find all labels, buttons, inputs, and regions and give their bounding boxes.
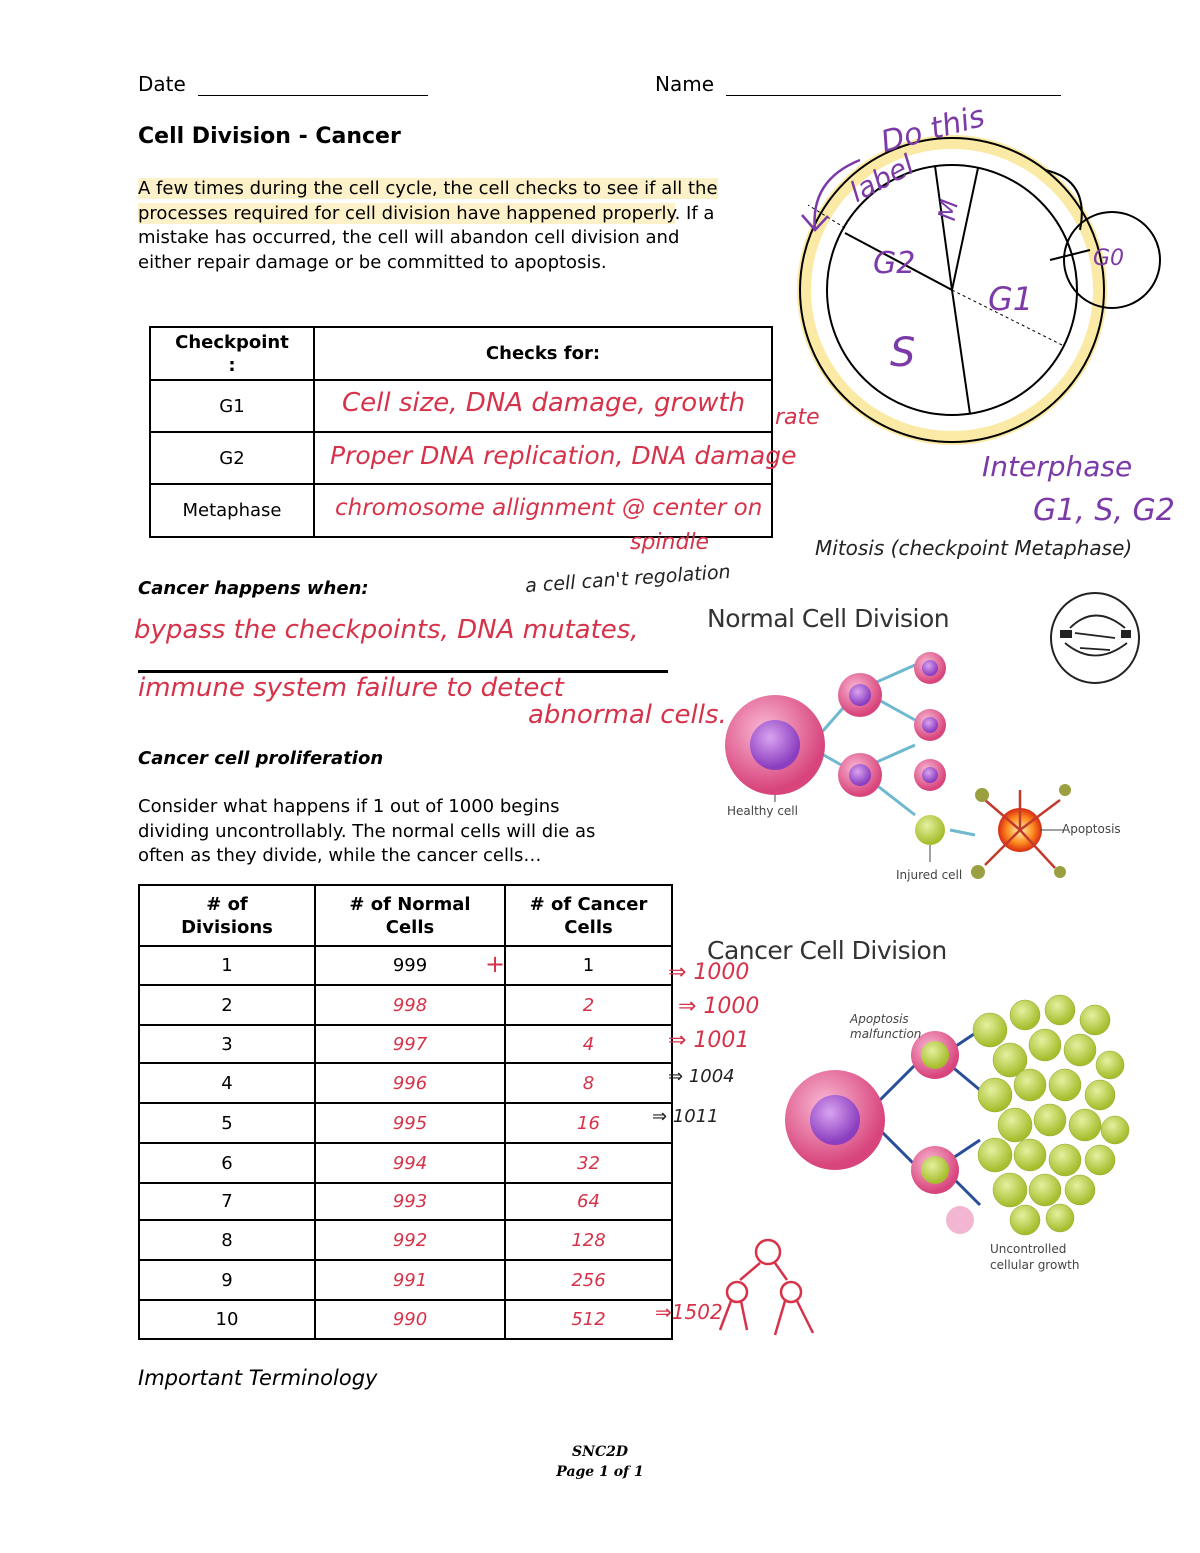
cancer-cells[interactable]: 8 [505,1063,672,1103]
division-table [138,884,673,1340]
intro-line-1: A few times during the cell cycle, the cell checks to see if all the [138,178,718,199]
total-row-2: ⇒ 1000 [678,994,760,1019]
table-row [139,1103,672,1143]
normal-cells[interactable]: 994 [315,1143,505,1183]
cancer-happens-heading: Cancer happens when: [138,578,369,599]
normal-division-figure [720,640,1140,890]
table-row [139,1183,672,1220]
division-number: 2 [139,985,315,1025]
date-line[interactable] [198,95,428,96]
normal-cells[interactable]: 995 [315,1103,505,1143]
segment-s: S [890,330,916,376]
handwritten-answer-g1: Cell size, DNA damage, growth [342,388,746,418]
date-field[interactable] [138,72,428,96]
normal-cells[interactable]: 993 [315,1183,505,1220]
apoptosis-label: Apoptosis [1062,822,1121,836]
table-row [139,1300,672,1339]
intro-paragraph [138,177,798,275]
divisions-header: # of Divisions [139,885,315,946]
division-number: 10 [139,1300,315,1339]
total-row-10: ⇒1502 [655,1300,723,1324]
table-row [139,1220,672,1260]
division-number: 6 [139,1143,315,1183]
table-row [139,1063,672,1103]
table-row [139,885,672,946]
proliferation-line-2: dividing uncontrollably. The normal cells will die as [138,820,596,842]
table-row [139,985,672,1025]
cell-tree-sketch-icon [715,1235,835,1355]
table-row [150,327,772,380]
proliferation-line-1: Consider what happens if 1 out of 1000 begins [138,796,560,817]
division-number: 8 [139,1220,315,1260]
interphase-phases: G1, S, G2 [1033,493,1175,528]
terminology-heading: Important Terminology [138,1366,378,1390]
cancer-cells[interactable]: 2 [505,985,672,1025]
cell-regulation-note: a cell can't regolation [524,560,732,598]
normal-division-title: Normal Cell Division [707,604,950,633]
cancer-cells[interactable]: 512 [505,1300,672,1339]
cancer-cells[interactable]: 32 [505,1143,672,1183]
proliferation-heading: Cancer cell proliferation [138,748,384,769]
cancer-answer-line-3: abnormal cells. [528,700,727,730]
page-number: Page 1 of 1 [556,1464,644,1480]
interphase-label: Interphase [982,450,1133,483]
division-number: 5 [139,1103,315,1143]
handwritten-answer-g2: Proper DNA replication, DNA damage [330,441,797,470]
intro-line-2: processes required for cell division have happened properly [138,202,675,224]
cancer-cells[interactable]: 16 [505,1103,672,1143]
proliferation-paragraph [138,795,595,869]
division-number: 9 [139,1260,315,1300]
total-row-1: ⇒ 1000 [668,960,750,985]
name-line[interactable] [726,95,1061,96]
label-note: label [844,148,920,209]
cancer-cells: 1 [505,946,672,985]
intro-line-3: mistake has occurred, the cell will abandon cell division and [138,227,680,248]
normal-cells[interactable]: 998 [315,985,505,1025]
page-title: Cell Division - Cancer [138,124,401,149]
normal-cells[interactable]: 992 [315,1220,505,1260]
checkpoint-g1: G1 [150,380,314,432]
normal-cells[interactable]: 996 [315,1063,505,1103]
proliferation-line-3: often as they divide, while the cancer cells… [138,845,542,866]
segment-g2: G2 [873,246,916,281]
uncontrolled-growth-label: Uncontrolled cellular growth [990,1242,1080,1272]
handwritten-answer-metaphase-extra: spindle [630,530,710,555]
mitosis-note: Mitosis (checkpoint Metaphase) [815,536,1133,560]
handwritten-answer-metaphase: chromosome allignment @ center on [335,495,763,521]
checkpoint-metaphase: Metaphase [150,484,314,537]
healthy-cell-label: Healthy cell [727,804,798,818]
normal-header: # of Normal Cells [315,885,505,946]
division-number: 4 [139,1063,315,1103]
course-code: SNC2D [572,1444,628,1460]
date-label: Date [138,72,186,96]
cancer-header: # of Cancer Cells [505,885,672,946]
injured-cell-label: Injured cell [896,868,963,882]
cancer-answer-line-2: immune system failure to detect [138,673,564,703]
total-row-4: ⇒ 1004 [668,1066,735,1087]
page-footer [500,1442,700,1482]
division-number: 1 [139,946,315,985]
do-this-note: Do this [877,98,989,161]
division-number: 3 [139,1025,315,1063]
total-row-3: ⇒ 1001 [668,1028,750,1053]
cancer-cells[interactable]: 64 [505,1183,672,1220]
cancer-division-title: Cancer Cell Division [707,936,947,965]
normal-cells: 999 [315,946,505,985]
name-label: Name [655,72,715,96]
table-row [139,1025,672,1063]
normal-cells[interactable]: 990 [315,1300,505,1339]
normal-cells[interactable]: 997 [315,1025,505,1063]
total-row-5: ⇒ 1011 [652,1106,719,1127]
intro-line-2-rest: . If a [674,202,715,224]
cancer-division-figure [760,990,1140,1250]
normal-cells[interactable]: 991 [315,1260,505,1300]
plus-mark: + [485,950,506,978]
cancer-answer-line-1: bypass the checkpoints, DNA mutates, [134,615,639,645]
handwritten-answer-g1-extra: rate [775,405,820,430]
checkpoint-header: Checkpoint : [150,327,314,380]
table-row [139,946,672,985]
checks-for-header: Checks for: [314,327,772,380]
division-number: 7 [139,1183,315,1220]
cancer-cells[interactable]: 128 [505,1220,672,1260]
name-field[interactable] [655,72,1061,96]
segment-m: M [932,197,964,223]
cancer-cells[interactable]: 256 [505,1260,672,1300]
table-row [139,1260,672,1300]
checkpoint-g2: G2 [150,432,314,484]
table-row [139,1143,672,1183]
segment-g0: G0 [1093,246,1125,271]
segment-g1: G1 [988,280,1034,318]
apoptosis-malfunction-label: Apoptosis malfunction [850,1012,922,1041]
intro-line-4: either repair damage or be committed to apoptosis. [138,251,607,273]
cancer-cells[interactable]: 4 [505,1025,672,1063]
